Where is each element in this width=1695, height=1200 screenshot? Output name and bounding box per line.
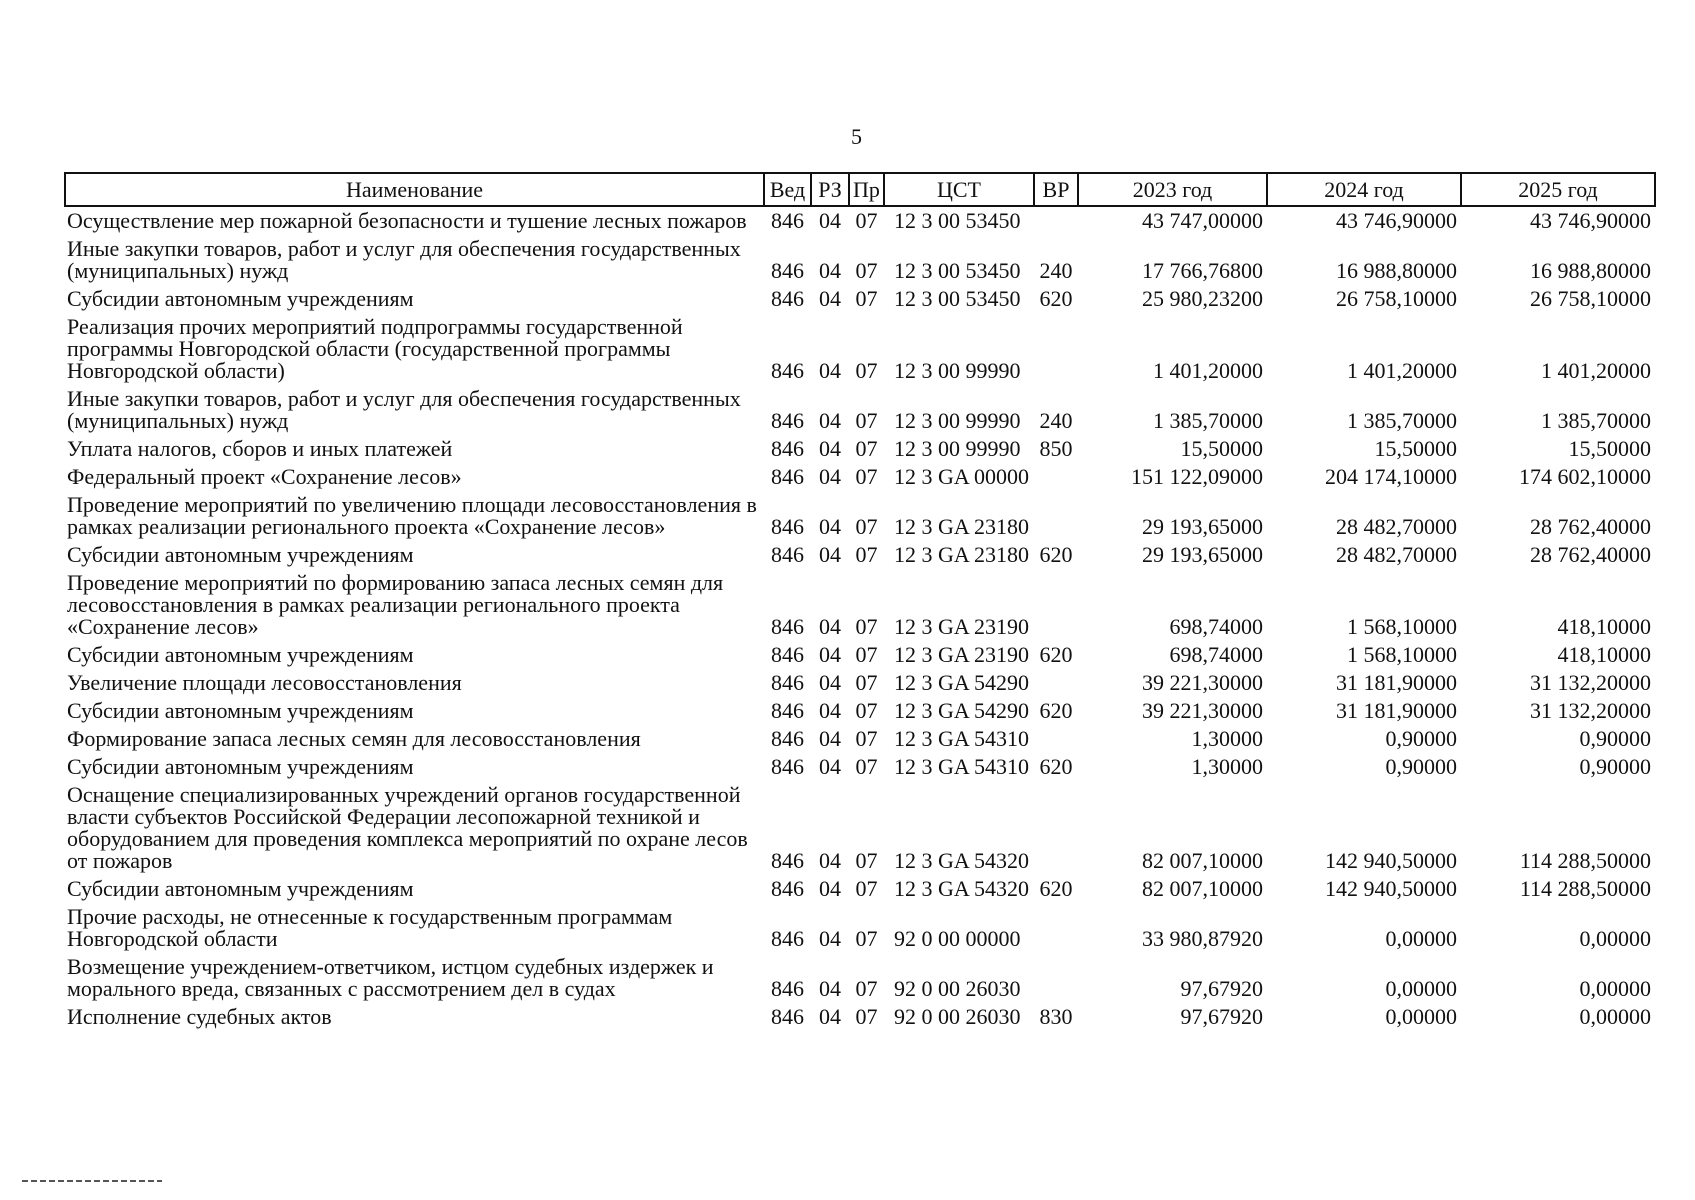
cell-rz: 04 — [819, 698, 841, 723]
cell-2025: 0,90000 — [1579, 754, 1651, 779]
cell-2023: 82 007,10000 — [1142, 848, 1263, 873]
cell-vr: 620 — [1039, 876, 1073, 901]
cell-cst: 12 3 GA 23190 — [894, 642, 1030, 667]
cell-name: Иные закупки товаров, работ и услуг для обеспечения государственных (муниципальных) нужд — [67, 386, 741, 433]
cell-2023: 29 193,65000 — [1142, 514, 1263, 539]
cell-name: Субсидии автономным учреждениям — [67, 698, 414, 723]
cell-ved: 846 — [771, 698, 804, 723]
cell-vr — [1034, 781, 1078, 875]
cell-2023: 151 122,09000 — [1131, 464, 1263, 489]
cell-name: Проведение мероприятий по увеличению площади лесовосстановления в рамках реализации регионального проекта «Сохранение лесов» — [67, 492, 757, 539]
table-row — [65, 781, 1655, 875]
cell-2023: 15,50000 — [1180, 436, 1263, 461]
cell-pr: 07 — [855, 848, 878, 873]
cell-cst: 12 3 GA 23190 — [894, 614, 1030, 639]
cell-vr: 830 — [1039, 1004, 1073, 1029]
cell-rz: 04 — [819, 848, 841, 873]
cell-2025: 1 385,70000 — [1541, 408, 1651, 433]
table-row — [65, 875, 1655, 903]
cell-2024: 142 940,50000 — [1325, 876, 1457, 901]
cell-ved: 846 — [771, 976, 804, 1001]
cell-2024: 43 746,90000 — [1336, 208, 1457, 233]
table-row — [65, 669, 1655, 697]
header-pr: Пр — [849, 173, 884, 206]
header-2023: 2023 год — [1078, 173, 1267, 206]
cell-rz: 04 — [819, 542, 841, 567]
cell-rz: 04 — [819, 358, 841, 383]
cell-2025: 0,00000 — [1579, 926, 1651, 951]
cell-name: Увеличение площади лесовосстановления — [67, 670, 462, 695]
cell-2023: 1 401,20000 — [1153, 358, 1263, 383]
cell-pr: 07 — [855, 514, 878, 539]
cell-2025: 31 132,20000 — [1530, 670, 1651, 695]
table-row — [65, 313, 1655, 385]
cell-cst: 12 3 00 99990 — [894, 358, 1021, 383]
cell-pr: 07 — [855, 436, 878, 461]
table-row — [65, 285, 1655, 313]
cell-2025: 0,00000 — [1579, 976, 1651, 1001]
cell-2023: 698,74000 — [1169, 642, 1263, 667]
cell-vr: 620 — [1039, 642, 1073, 667]
cell-rz: 04 — [819, 286, 841, 311]
cell-2025: 26 758,10000 — [1530, 286, 1651, 311]
cell-pr: 07 — [855, 876, 878, 901]
cell-rz: 04 — [819, 436, 841, 461]
cell-2024: 1 568,10000 — [1347, 642, 1457, 667]
cell-rz: 04 — [819, 670, 841, 695]
cell-ved: 846 — [771, 408, 804, 433]
table-row — [65, 953, 1655, 1003]
cell-2023: 43 747,00000 — [1142, 208, 1263, 233]
header-name: Наименование — [65, 173, 764, 206]
cell-2024: 0,90000 — [1385, 726, 1457, 751]
table-row — [65, 641, 1655, 669]
cell-vr: 620 — [1039, 542, 1073, 567]
cell-2023: 97,67920 — [1180, 976, 1263, 1001]
cell-ved: 846 — [771, 642, 804, 667]
budget-table — [64, 172, 1656, 1031]
cell-cst: 92 0 00 00000 — [894, 926, 1021, 951]
cell-2024: 28 482,70000 — [1336, 514, 1457, 539]
table-row — [65, 697, 1655, 725]
cell-pr: 07 — [855, 754, 878, 779]
cell-ved: 846 — [771, 614, 804, 639]
cell-name: Осуществление мер пожарной безопасности и тушение лесных пожаров — [67, 208, 747, 233]
table-row — [65, 463, 1655, 491]
cell-ved: 846 — [771, 258, 804, 283]
header-ved: Вед — [764, 173, 811, 206]
cell-2025: 174 602,10000 — [1519, 464, 1651, 489]
cell-ved: 846 — [771, 358, 804, 383]
cell-2023: 17 766,76800 — [1142, 258, 1263, 283]
table-row — [65, 235, 1655, 285]
cell-pr: 07 — [855, 208, 878, 233]
cell-ved: 846 — [771, 670, 804, 695]
cell-vr: 620 — [1039, 286, 1073, 311]
cell-vr: 240 — [1039, 408, 1073, 433]
cell-name: Оснащение специализированных учреждений органов государственной власти субъектов Российской Федерации лесопожарной техникой и оборудованием для проведения комплекса мероприятий по охране лесов от пожаров — [67, 782, 748, 873]
cell-vr: 850 — [1039, 436, 1073, 461]
cell-pr: 07 — [855, 976, 878, 1001]
cell-vr: 240 — [1039, 258, 1073, 283]
table-row — [65, 725, 1655, 753]
cell-pr: 07 — [855, 698, 878, 723]
cell-2025: 31 132,20000 — [1530, 698, 1651, 723]
cell-cst: 12 3 GA 23180 — [894, 542, 1030, 567]
cell-2025: 43 746,90000 — [1530, 208, 1651, 233]
cell-name: Формирование запаса лесных семян для лесовосстановления — [67, 726, 641, 751]
cell-2024: 15,50000 — [1374, 436, 1457, 461]
table-row — [65, 541, 1655, 569]
cell-2023: 25 980,23200 — [1142, 286, 1263, 311]
cell-name: Субсидии автономным учреждениям — [67, 754, 414, 779]
cell-name: Иные закупки товаров, работ и услуг для обеспечения государственных (муниципальных) нужд — [67, 236, 741, 283]
cell-rz: 04 — [819, 876, 841, 901]
cell-cst: 92 0 00 26030 — [894, 1004, 1021, 1029]
cell-2023: 39 221,30000 — [1142, 670, 1263, 695]
table-row — [65, 206, 1655, 235]
cell-cst: 12 3 GA 54310 — [894, 726, 1030, 751]
cell-vr — [1034, 491, 1078, 541]
cell-rz: 04 — [819, 258, 841, 283]
table-row — [65, 903, 1655, 953]
cell-name: Субсидии автономным учреждениям — [67, 286, 414, 311]
cell-2023: 1 385,70000 — [1153, 408, 1263, 433]
cell-2024: 16 988,80000 — [1336, 258, 1457, 283]
cell-2023: 698,74000 — [1169, 614, 1263, 639]
cell-cst: 12 3 00 53450 — [894, 258, 1021, 283]
cell-pr: 07 — [855, 642, 878, 667]
cell-name: Исполнение судебных актов — [67, 1004, 332, 1029]
cell-ved: 846 — [771, 208, 804, 233]
cell-name: Проведение мероприятий по формированию запаса лесных семян для лесовосстановления в рамках реализации регионального проекта «Сохранение лесов» — [67, 570, 724, 639]
cell-cst: 12 3 GA 54290 — [894, 670, 1030, 695]
cell-cst: 92 0 00 26030 — [894, 976, 1021, 1001]
cell-pr: 07 — [855, 670, 878, 695]
cell-2023: 97,67920 — [1180, 1004, 1263, 1029]
cell-2024: 0,00000 — [1385, 976, 1457, 1001]
cell-vr: 620 — [1039, 754, 1073, 779]
cell-2023: 82 007,10000 — [1142, 876, 1263, 901]
cell-name: Уплата налогов, сборов и иных платежей — [67, 436, 453, 461]
table-row — [65, 1003, 1655, 1031]
cell-rz: 04 — [819, 642, 841, 667]
cell-2024: 0,90000 — [1385, 754, 1457, 779]
cell-rz: 04 — [819, 1004, 841, 1029]
cell-2025: 1 401,20000 — [1541, 358, 1651, 383]
cell-2024: 31 181,90000 — [1336, 698, 1457, 723]
cell-cst: 12 3 GA 54320 — [894, 876, 1030, 901]
cell-name: Федеральный проект «Сохранение лесов» — [67, 464, 462, 489]
cell-rz: 04 — [819, 926, 841, 951]
cell-name: Субсидии автономным учреждениям — [67, 876, 414, 901]
cell-cst: 12 3 00 53450 — [894, 208, 1021, 233]
table-row — [65, 569, 1655, 641]
cell-2024: 1 385,70000 — [1347, 408, 1457, 433]
cell-2024: 26 758,10000 — [1336, 286, 1457, 311]
cell-cst: 12 3 GA 54320 — [894, 848, 1030, 873]
header-cst: ЦСТ — [884, 173, 1034, 206]
cell-vr — [1034, 313, 1078, 385]
table-row — [65, 385, 1655, 435]
cell-vr: 620 — [1039, 698, 1073, 723]
page-number: 5 — [851, 124, 862, 149]
cell-ved: 846 — [771, 1004, 804, 1029]
cell-name: Реализация прочих мероприятий подпрограммы государственной программы Новгородской области (государственной программы Новгородской области) — [67, 314, 683, 383]
cell-ved: 846 — [771, 514, 804, 539]
table-header-row — [65, 173, 1655, 206]
cell-pr: 07 — [855, 614, 878, 639]
cell-rz: 04 — [819, 464, 841, 489]
cell-cst: 12 3 00 99990 — [894, 436, 1021, 461]
cell-cst: 12 3 00 53450 — [894, 286, 1021, 311]
cell-name: Возмещение учреждением-ответчиком, истцом судебных издержек и морального вреда, связанных с рассмотрением дел в судах — [67, 954, 714, 1001]
cell-2025: 16 988,80000 — [1530, 258, 1651, 283]
cell-2023: 33 980,87920 — [1142, 926, 1263, 951]
scan-artifact — [22, 1180, 162, 1182]
cell-vr — [1034, 669, 1078, 697]
cell-2023: 1,30000 — [1191, 754, 1263, 779]
header-rz: РЗ — [811, 173, 849, 206]
cell-2025: 418,10000 — [1557, 614, 1651, 639]
cell-cst: 12 3 00 99990 — [894, 408, 1021, 433]
table-row — [65, 753, 1655, 781]
cell-rz: 04 — [819, 208, 841, 233]
cell-2025: 418,10000 — [1557, 642, 1651, 667]
header-vr: ВР — [1034, 173, 1078, 206]
cell-rz: 04 — [819, 514, 841, 539]
cell-2024: 1 401,20000 — [1347, 358, 1457, 383]
cell-cst: 12 3 GA 54310 — [894, 754, 1030, 779]
cell-2025: 28 762,40000 — [1530, 542, 1651, 567]
cell-rz: 04 — [819, 976, 841, 1001]
table-body — [65, 206, 1655, 1031]
cell-2024: 1 568,10000 — [1347, 614, 1457, 639]
cell-2024: 0,00000 — [1385, 926, 1457, 951]
cell-pr: 07 — [855, 726, 878, 751]
table-row — [65, 491, 1655, 541]
cell-cst: 12 3 GA 00000 — [894, 464, 1030, 489]
cell-vr — [1034, 725, 1078, 753]
cell-pr: 07 — [855, 1004, 878, 1029]
cell-2025: 114 288,50000 — [1519, 848, 1651, 873]
cell-pr: 07 — [855, 358, 878, 383]
cell-ved: 846 — [771, 464, 804, 489]
cell-ved: 846 — [771, 848, 804, 873]
cell-pr: 07 — [855, 542, 878, 567]
header-2024: 2024 год — [1267, 173, 1461, 206]
cell-vr — [1034, 463, 1078, 491]
cell-2025: 0,90000 — [1579, 726, 1651, 751]
cell-vr — [1034, 206, 1078, 235]
cell-pr: 07 — [855, 258, 878, 283]
cell-2023: 1,30000 — [1191, 726, 1263, 751]
cell-vr — [1034, 953, 1078, 1003]
cell-ved: 846 — [771, 754, 804, 779]
cell-2024: 28 482,70000 — [1336, 542, 1457, 567]
cell-vr — [1034, 569, 1078, 641]
cell-2025: 114 288,50000 — [1519, 876, 1651, 901]
cell-ved: 846 — [771, 726, 804, 751]
cell-2024: 0,00000 — [1385, 1004, 1457, 1029]
cell-rz: 04 — [819, 614, 841, 639]
cell-2025: 0,00000 — [1579, 1004, 1651, 1029]
cell-2023: 39 221,30000 — [1142, 698, 1263, 723]
table-row — [65, 435, 1655, 463]
cell-ved: 846 — [771, 876, 804, 901]
header-2025: 2025 год — [1461, 173, 1655, 206]
cell-rz: 04 — [819, 754, 841, 779]
cell-cst: 12 3 GA 54290 — [894, 698, 1030, 723]
cell-pr: 07 — [855, 464, 878, 489]
cell-ved: 846 — [771, 542, 804, 567]
cell-rz: 04 — [819, 726, 841, 751]
cell-ved: 846 — [771, 436, 804, 461]
cell-rz: 04 — [819, 408, 841, 433]
cell-ved: 846 — [771, 926, 804, 951]
cell-pr: 07 — [855, 286, 878, 311]
cell-pr: 07 — [855, 408, 878, 433]
cell-2025: 28 762,40000 — [1530, 514, 1651, 539]
cell-vr — [1034, 903, 1078, 953]
cell-2023: 29 193,65000 — [1142, 542, 1263, 567]
cell-cst: 12 3 GA 23180 — [894, 514, 1030, 539]
cell-ved: 846 — [771, 286, 804, 311]
cell-2024: 31 181,90000 — [1336, 670, 1457, 695]
cell-2024: 204 174,10000 — [1325, 464, 1457, 489]
cell-2025: 15,50000 — [1568, 436, 1651, 461]
cell-name: Субсидии автономным учреждениям — [67, 642, 414, 667]
cell-name: Прочие расходы, не отнесенные к государственным программам Новгородской области — [67, 904, 673, 951]
cell-2024: 142 940,50000 — [1325, 848, 1457, 873]
cell-pr: 07 — [855, 926, 878, 951]
cell-name: Субсидии автономным учреждениям — [67, 542, 414, 567]
